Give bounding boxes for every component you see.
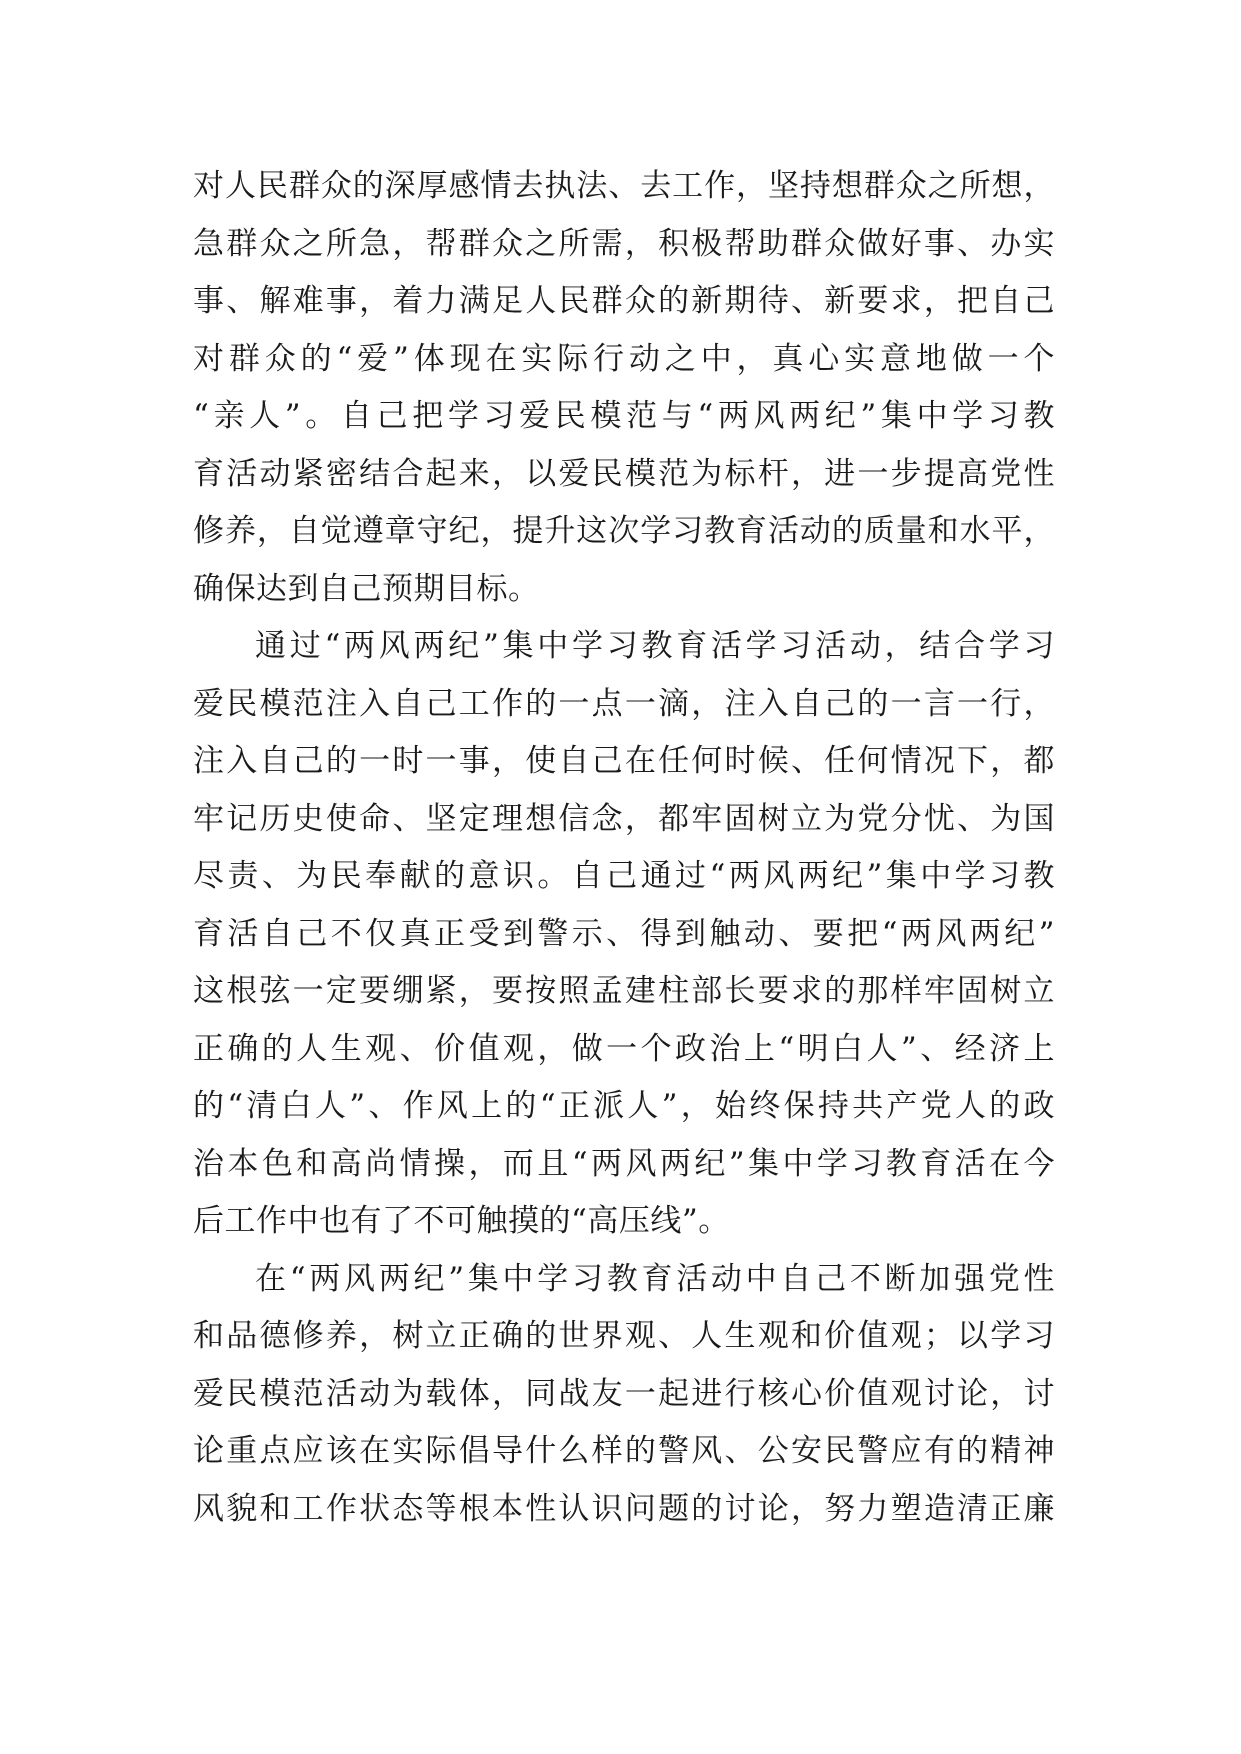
text-line: 事、解难事，着力满足人民群众的新期待、新要求，把自己	[193, 283, 1055, 319]
text-line: 治本色和高尚情操，而且“两风两纪”集中学习教育活在今	[193, 1145, 1055, 1182]
text-line: 爱民模范注入自己工作的一点一滴，注入自己的一言一行，	[193, 685, 1055, 722]
text-line: 爱民模范活动为载体，同战友一起进行核心价值观讨论，讨	[193, 1375, 1055, 1412]
text-line: 后工作中也有了不可触摸的“高压线”。	[193, 1203, 730, 1239]
text-line: 确保达到自己预期目标。	[193, 570, 540, 607]
text-line: 对人民群众的深厚感情去执法、去工作，坚持想群众之所想，	[193, 168, 1055, 204]
text-line: 的“清白人”、作风上的“正派人”，始终保持共产党人的政	[193, 1088, 1055, 1124]
text-line: 牢记历史使命、坚定理想信念，都牢固树立为党分忧、为国	[193, 800, 1055, 837]
text-line: 论重点应该在实际倡导什么样的警风、公安民警应有的精神	[193, 1433, 1055, 1469]
text-line: 尽责、为民奉献的意识。自己通过“两风两纪”集中学习教	[193, 858, 1055, 894]
text-line: 风貌和工作状态等根本性认识问题的讨论，努力塑造清正廉	[193, 1490, 1055, 1527]
body-text	[193, 158, 1055, 1538]
text-line: 正确的人生观、价值观，做一个政治上“明白人”、经济上	[193, 1030, 1055, 1067]
paragraph-first-line: 通过“两风两纪”集中学习教育活学习活动，结合学习	[255, 628, 1055, 664]
text-line: 这根弦一定要绷紧，要按照孟建柱部长要求的那样牢固树立	[193, 973, 1055, 1009]
text-line: 注入自己的一时一事，使自己在任何时候、任何情况下，都	[193, 743, 1055, 779]
text-line: 修养，自觉遵章守纪，提升这次学习教育活动的质量和水平，	[193, 513, 1055, 549]
text-line: 育活自己不仅真正受到警示、得到触动、要把“两风两纪”	[193, 915, 1055, 952]
text-line: 对群众的“爱”体现在实际行动之中，真心实意地做一个	[193, 340, 1055, 377]
text-line: 和品德修养，树立正确的世界观、人生观和价值观；以学习	[193, 1318, 1055, 1354]
text-line: 急群众之所急，帮群众之所需，积极帮助群众做好事、办实	[193, 225, 1055, 262]
text-line: “亲人”。自己把学习爱民模范与“两风两纪”集中学习教	[193, 398, 1055, 434]
paragraph-first-line: 在“两风两纪”集中学习教育活动中自己不断加强党性	[255, 1260, 1055, 1297]
text-line: 育活动紧密结合起来，以爱民模范为标杆，进一步提高党性	[193, 455, 1055, 492]
